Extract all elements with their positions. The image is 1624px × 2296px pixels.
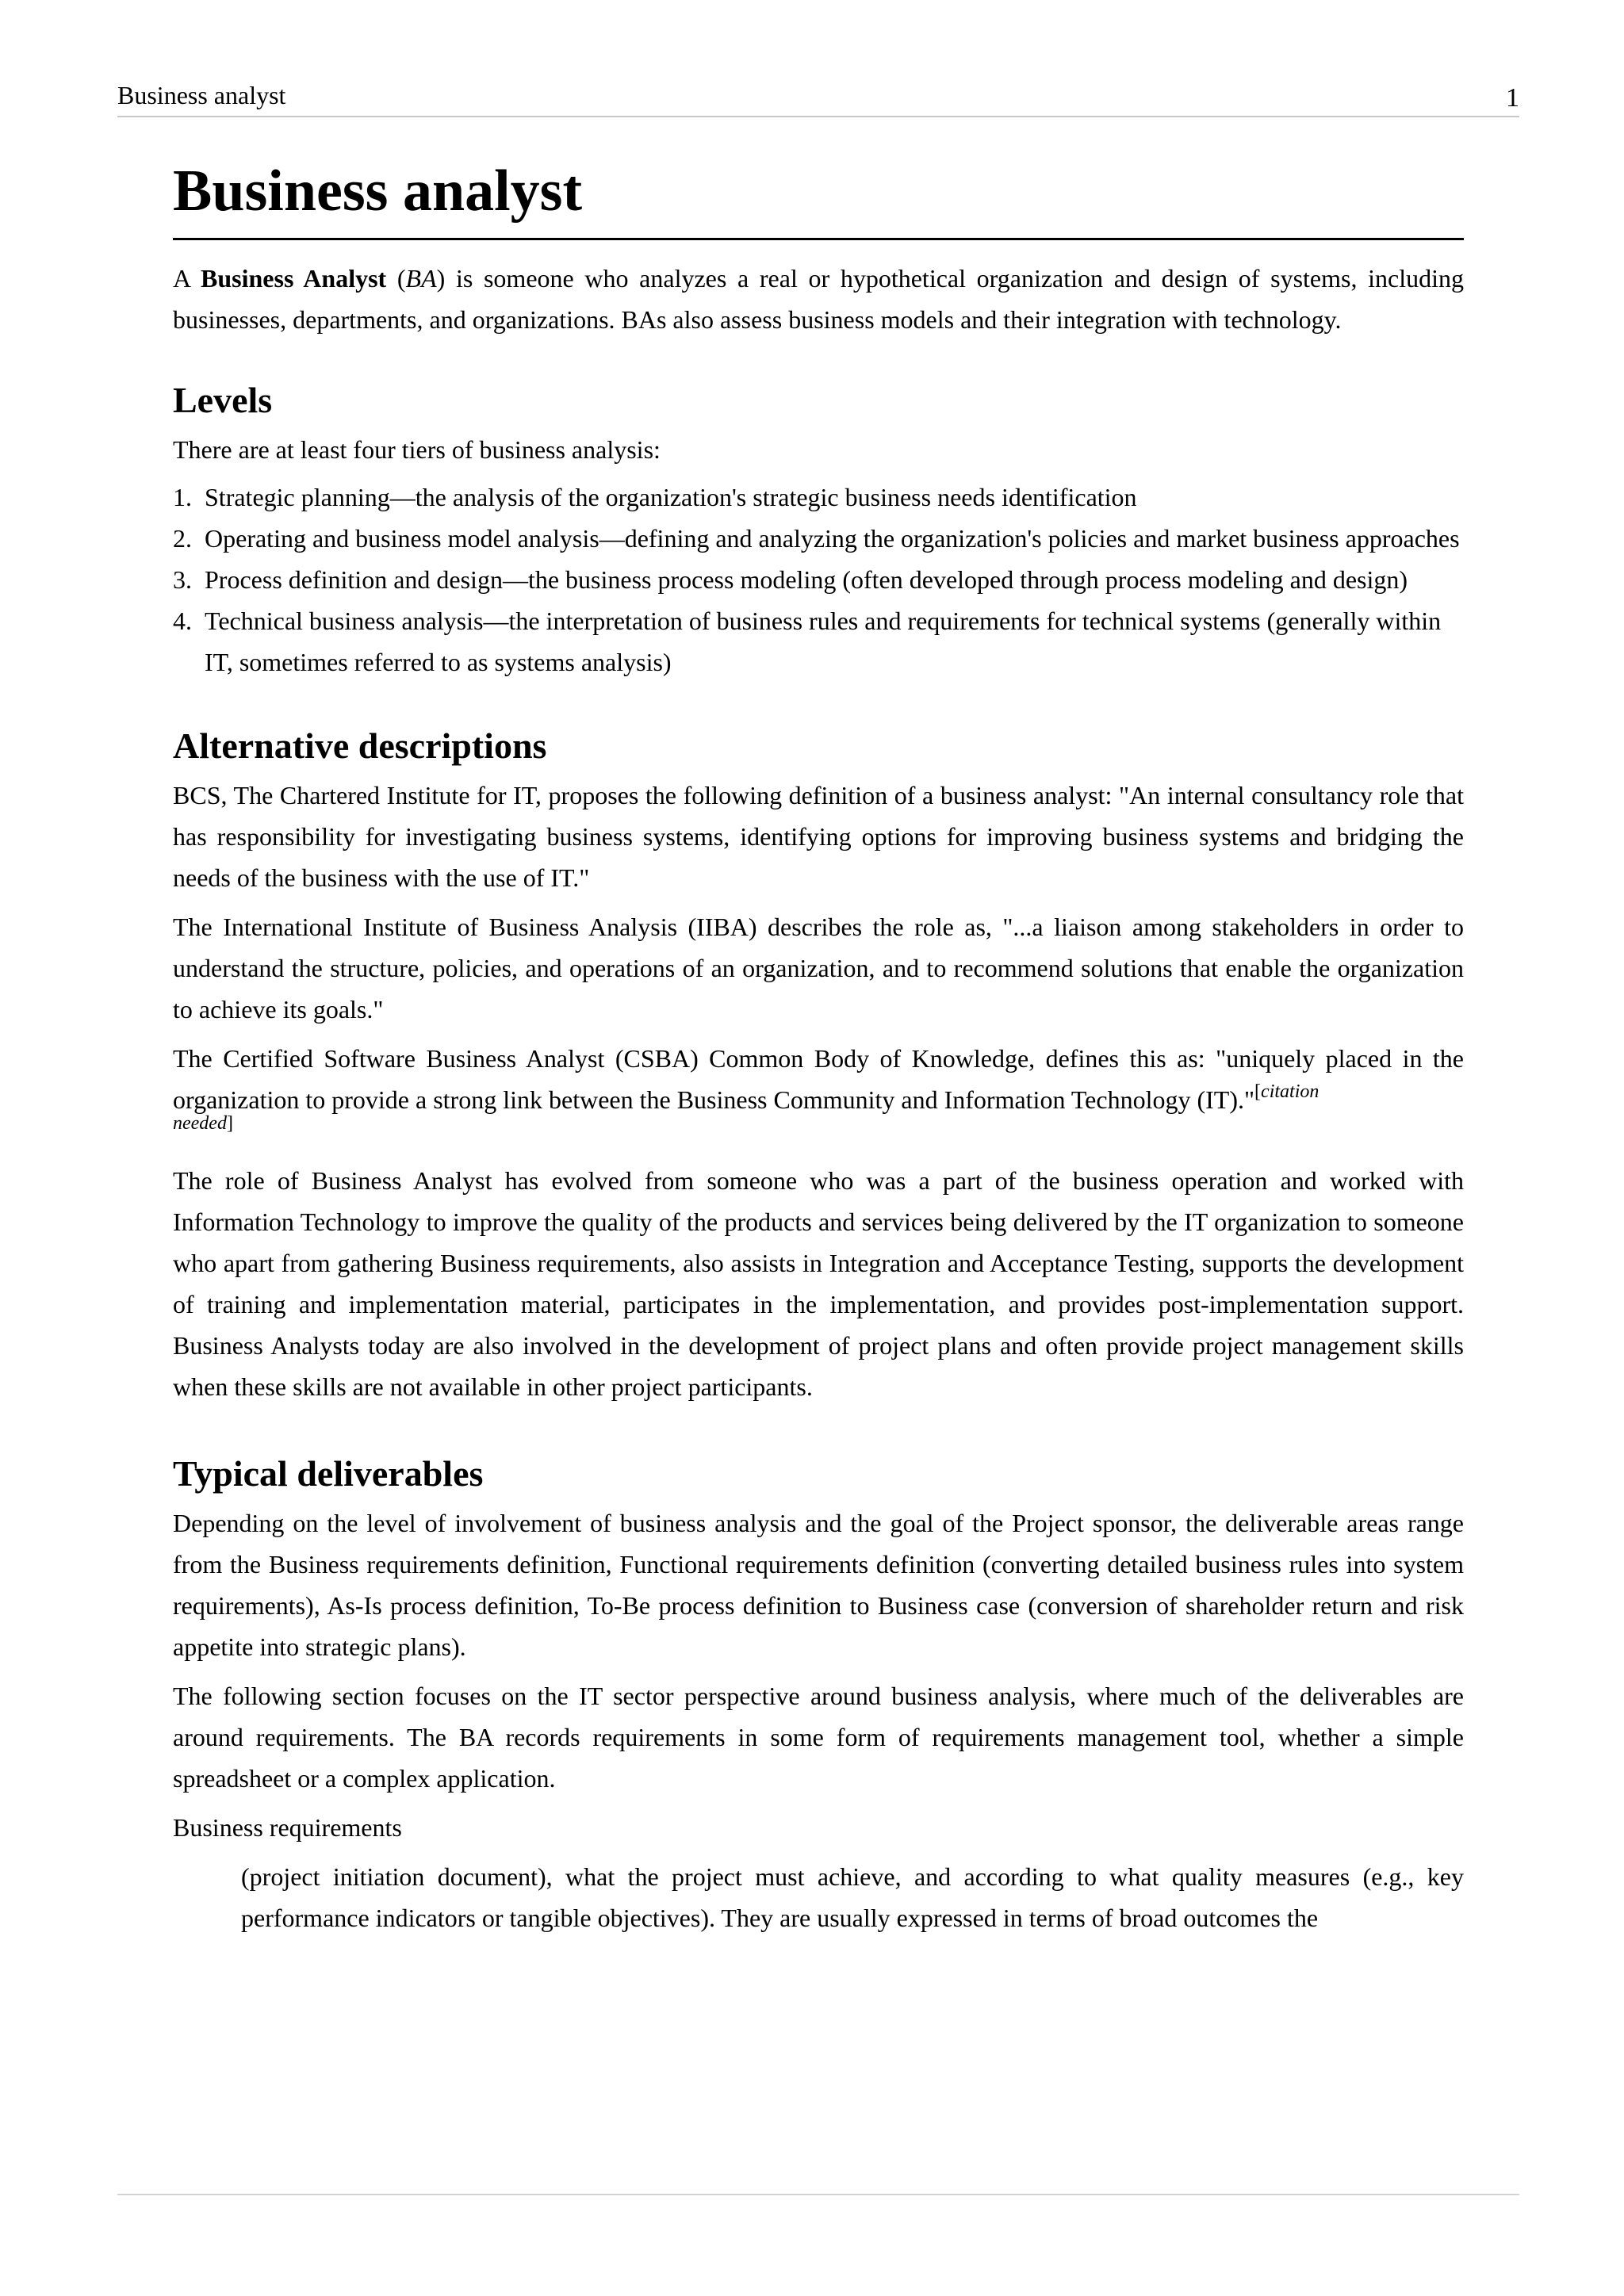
list-item-text: Technical business analysis—the interpretation of business rules and requirements for technical systems (generally within IT, sometimes referred to as systems analysis) bbox=[205, 607, 1442, 676]
definition-term-business-requirements: Business requirements bbox=[173, 1813, 402, 1842]
page-number: 1 bbox=[1506, 83, 1519, 113]
list-item-text: Process definition and design—the business process modeling (often developed through process modeling and design) bbox=[205, 565, 1408, 594]
list-item-number: 4. bbox=[173, 607, 192, 635]
levels-intro: There are at least four tiers of business analysis: bbox=[173, 435, 661, 464]
citation-open-bracket: [ bbox=[1254, 1081, 1262, 1102]
citation-needed-tail bbox=[173, 1114, 1464, 1133]
paragraph-iiba: The International Institute of Business Analysis (IIBA) describes the role as, "...a liaison among stakeholders in order to understand the structure, policies, and operations of an organization, and to recommend solutions that enable the organization to achieve its goals." bbox=[173, 913, 1464, 1024]
list-item bbox=[173, 600, 1464, 683]
citation-needed-note bbox=[1254, 1081, 1319, 1102]
list-item-number: 2. bbox=[173, 524, 192, 553]
paragraph-deliverable-areas: Depending on the level of involvement of business analysis and the goal of the Project sponsor, the deliverable areas range from the Business requirements definition, Functional requirements definition (converting detailed business rules into system requirements), As-Is process definition, To-Be process definition to Business case (conversion of shareholder return and risk appetite into strategic plans). bbox=[173, 1509, 1464, 1661]
paragraph-role-evolution: The role of Business Analyst has evolved from someone who was a part of the business operation and worked with Information Technology to improve the quality of the products and services being delivered by the IT organization to someone who apart from gathering Business requirements, also assists in Integration and Acceptance Testing, supports the development of training and implementation material, participates in the implementation, and provides post-implementation support. Business Analysts today are also involved in the development of project plans and often provide project management skills when these skills are not available in other project participants. bbox=[173, 1166, 1464, 1401]
lead-open-paren: ( bbox=[386, 264, 406, 293]
running-title: Business analyst bbox=[117, 81, 286, 109]
page-header bbox=[117, 79, 1519, 117]
article-title: Business analyst bbox=[173, 155, 1464, 240]
list-item-number: 3. bbox=[173, 565, 192, 594]
lead-term: Business Analyst bbox=[201, 264, 387, 293]
citation-word: citation bbox=[1261, 1081, 1320, 1102]
paragraph-csba bbox=[173, 1038, 1464, 1133]
citation-close-bracket: ] bbox=[226, 1113, 233, 1134]
heading-levels: Levels bbox=[173, 380, 273, 420]
levels-list bbox=[173, 476, 1464, 683]
lead-rest: ) is someone who analyzes a real or hypothetical organization and design of systems, including businesses, departments, and organizations. BAs also assess business models and their integration with technology. bbox=[173, 264, 1465, 334]
heading-typical-deliverables: Typical deliverables bbox=[173, 1453, 484, 1494]
lead-paragraph bbox=[173, 258, 1464, 340]
paragraph-csba-text: The Certified Software Business Analyst (CSBA) Common Body of Knowledge, defines this as: "uniquely placed in the organization to provide a strong link between the Business Community and Information Technology (IT)." bbox=[173, 1044, 1464, 1114]
list-item bbox=[173, 559, 1464, 600]
list-item-text: Strategic planning—the analysis of the organization's strategic business needs identification bbox=[205, 483, 1137, 511]
list-item-text: Operating and business model analysis—defining and analyzing the organization's policies and market business approaches bbox=[205, 524, 1460, 553]
lead-abbreviation: BA bbox=[405, 264, 437, 293]
list-item bbox=[173, 518, 1464, 559]
heading-alternative-descriptions: Alternative descriptions bbox=[173, 725, 547, 766]
article-body bbox=[173, 155, 1464, 1938]
list-item bbox=[173, 476, 1464, 518]
list-item-number: 1. bbox=[173, 483, 192, 511]
footer-rule bbox=[117, 2194, 1519, 2195]
citation-needed-word: needed bbox=[173, 1113, 227, 1134]
paragraph-bcs: BCS, The Chartered Institute for IT, proposes the following definition of a business analyst: "An internal consultancy role that has responsibility for investigating business systems, identifying options for improving business systems and bridging the needs of the business with the use of IT." bbox=[173, 781, 1464, 892]
lead-prefix: A bbox=[173, 264, 201, 293]
paragraph-it-perspective: The following section focuses on the IT sector perspective around business analysis, where much of the deliverables are around requirements. The BA records requirements in some form of requirements management tool, whether a simple spreadsheet or a complex application. bbox=[173, 1682, 1464, 1793]
definition-business-requirements: (project initiation document), what the project must achieve, and according to what quality measures (e.g., key performance indicators or tangible objectives). They are usually expressed in terms of broad outcomes the bbox=[241, 1862, 1464, 1932]
